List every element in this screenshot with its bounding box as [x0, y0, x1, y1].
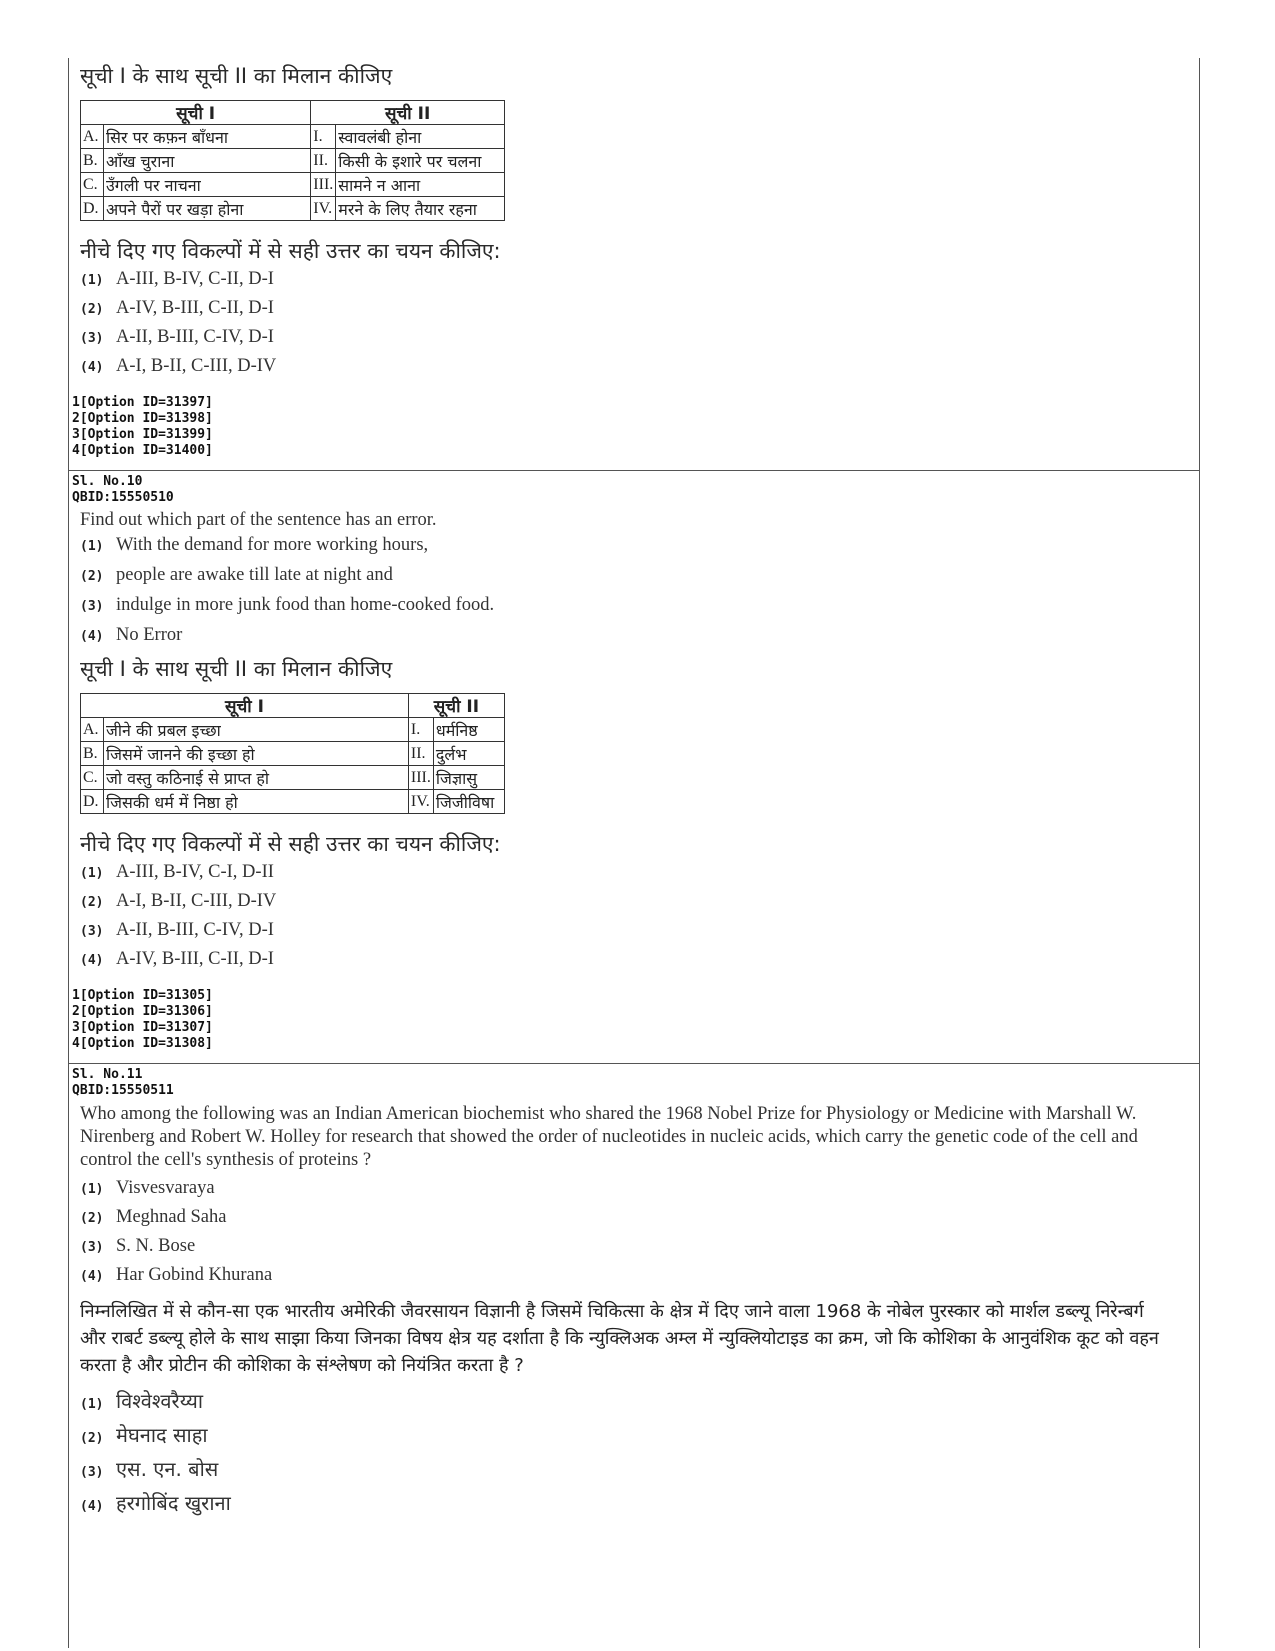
row-value: दुर्लभ: [433, 742, 504, 766]
option-text: A-IV, B-III, C-II, D-I: [116, 949, 274, 969]
question-9-block: [68, 62, 1199, 459]
option-3[interactable]: [80, 1236, 1199, 1265]
qbid: QBID:15550511: [72, 1083, 174, 1098]
row-value: जिजीविषा: [433, 790, 504, 814]
row-key: I.: [408, 718, 433, 742]
row-key: D.: [81, 790, 104, 814]
match-title: सूची I के साथ सूची II का मिलान कीजिए: [80, 64, 393, 88]
match-title: सूची I के साथ सूची II का मिलान कीजिए: [80, 657, 393, 681]
row-key: C.: [81, 766, 104, 790]
question-10-block: [68, 474, 1199, 1052]
row-key: B.: [81, 742, 104, 766]
row-value: सामने न आना: [336, 173, 505, 197]
option-number: (2): [80, 569, 104, 584]
option-list: [68, 1387, 1199, 1523]
option-number: (3): [80, 599, 104, 614]
option-id: 2[Option ID=31398]: [72, 411, 213, 426]
row-key: III.: [311, 173, 336, 197]
row-key: B.: [81, 149, 104, 173]
row-value: मरने के लिए तैयार रहना: [336, 197, 505, 221]
option-3[interactable]: [80, 920, 1199, 949]
option-text: indulge in more junk food than home-cooked food.: [116, 595, 495, 615]
option-ids: [72, 988, 1199, 1052]
choose-instruction: नीचे दिए गए विकल्पों में से सही उत्तर का चयन कीजिए:: [80, 832, 501, 856]
option-number: (2): [80, 895, 104, 910]
serial-number: Sl. No.11: [72, 1067, 143, 1082]
option-1[interactable]: [80, 535, 1199, 565]
option-4[interactable]: [80, 356, 1199, 385]
option-number: (1): [80, 539, 104, 554]
table-row: [81, 125, 505, 149]
row-value: जिज्ञासु: [433, 766, 504, 790]
row-key: II.: [311, 149, 336, 173]
match-table: [80, 100, 505, 221]
option-id: 3[Option ID=31399]: [72, 427, 213, 442]
option-number: (2): [80, 1431, 104, 1446]
qbid: QBID:15550510: [72, 490, 174, 505]
table-head-list2: सूची II: [311, 101, 505, 125]
option-number: (4): [80, 360, 104, 375]
option-number: (3): [80, 1240, 104, 1255]
option-number: (1): [80, 1397, 104, 1412]
row-key: A.: [81, 718, 104, 742]
table-row: [81, 742, 505, 766]
table-row: [81, 197, 505, 221]
row-value: स्वावलंबी होना: [336, 125, 505, 149]
table-head-list2: सूची II: [408, 694, 504, 718]
option-text: Meghnad Saha: [116, 1207, 227, 1227]
option-list: [68, 862, 1199, 978]
serial-number: Sl. No.10: [72, 474, 143, 489]
option-1[interactable]: [80, 1178, 1199, 1207]
match-table: [80, 693, 505, 814]
option-text: S. N. Bose: [116, 1236, 196, 1256]
option-id: 3[Option ID=31307]: [72, 1020, 213, 1035]
table-head-list1: सूची I: [81, 694, 409, 718]
option-1[interactable]: [80, 269, 1199, 298]
option-4[interactable]: [80, 1265, 1199, 1294]
row-value: सिर पर कफ़न बाँधना: [104, 125, 311, 149]
option-list: [68, 1178, 1199, 1294]
option-id: 4[Option ID=31308]: [72, 1036, 213, 1051]
question-text: Find out which part of the sentence has an error.: [80, 510, 437, 530]
option-number: (4): [80, 1269, 104, 1284]
option-text: A-III, B-IV, C-I, D-II: [116, 862, 274, 882]
row-key: D.: [81, 197, 104, 221]
option-id: 4[Option ID=31400]: [72, 443, 213, 458]
option-2[interactable]: [80, 565, 1199, 595]
option-text: विश्वेश्वरैय्या: [116, 1389, 204, 1413]
option-id: 1[Option ID=31397]: [72, 395, 213, 410]
row-value: अपने पैरों पर खड़ा होना: [104, 197, 311, 221]
option-number: (4): [80, 953, 104, 968]
option-id: 1[Option ID=31305]: [72, 988, 213, 1003]
option-text: हरगोबिंद खुराना: [116, 1491, 231, 1515]
option-id: 2[Option ID=31306]: [72, 1004, 213, 1019]
option-text: people are awake till late at night and: [116, 565, 393, 585]
option-text: A-I, B-II, C-III, D-IV: [116, 891, 277, 911]
option-number: (2): [80, 302, 104, 317]
row-key: III.: [408, 766, 433, 790]
row-key: C.: [81, 173, 104, 197]
option-text: Har Gobind Khurana: [116, 1265, 273, 1285]
option-text: Visvesvaraya: [116, 1178, 215, 1198]
option-4[interactable]: [80, 1489, 1199, 1523]
table-row: [81, 173, 505, 197]
option-number: (1): [80, 1182, 104, 1197]
hindi-question-text: निम्नलिखित में से कौन-सा एक भारतीय अमेरिकी जैवरसायन विज्ञानी है जिसमें चिकित्सा के क्षेत्र में दिए जाने वाला 1968 के नोबेल पुरस्कार को मार्शल डब्ल्यू निरेन्बर्ग और राबर्ट डब्ल्यू होले के साथ साझा किया जिनका विषय क्षेत्र यह दर्शाता है कि न्युक्लिअक अम्ल में न्युक्लियोटाइड का क्रम, जो कि कोशिका के आनुवंशिक कूट को वहन करता है और प्रोटीन की कोशिका के संश्लेषण को नियंत्रित करता है ?: [80, 1301, 1159, 1376]
option-text: मेघनाद साहा: [116, 1423, 208, 1447]
row-value: जिसकी धर्म में निष्ठा हो: [104, 790, 409, 814]
option-number: (4): [80, 1499, 104, 1514]
option-number: (3): [80, 924, 104, 939]
option-number: (1): [80, 273, 104, 288]
option-text: एस. एन. बोस: [116, 1457, 219, 1481]
option-text: A-II, B-III, C-IV, D-I: [116, 920, 274, 940]
option-2[interactable]: [80, 298, 1199, 327]
row-value: जिसमें जानने की इच्छा हो: [104, 742, 409, 766]
option-3[interactable]: [80, 595, 1199, 625]
option-text: A-III, B-IV, C-II, D-I: [116, 269, 274, 289]
question-text: Who among the following was an Indian American biochemist who shared the 1968 Nobel Prize for Physiology or Medicine with Marshall W. Nirenberg and Robert W. Holley for research that showed the order of nucleotides in nucleic acids, which carry the genetic code of the cell and control the cell's synthesis of proteins ?: [80, 1104, 1138, 1170]
row-key: II.: [408, 742, 433, 766]
option-1[interactable]: [80, 1387, 1199, 1421]
option-2[interactable]: [80, 891, 1199, 920]
row-value: जो वस्तु कठिनाई से प्राप्त हो: [104, 766, 409, 790]
option-number: (3): [80, 331, 104, 346]
question-divider: [68, 1063, 1199, 1064]
choose-instruction: नीचे दिए गए विकल्पों में से सही उत्तर का चयन कीजिए:: [80, 239, 501, 263]
table-row: [81, 718, 505, 742]
row-key: I.: [311, 125, 336, 149]
option-number: (1): [80, 866, 104, 881]
option-list: [68, 535, 1199, 655]
question-divider: [68, 470, 1199, 471]
table-row: [81, 790, 505, 814]
table-row: [81, 149, 505, 173]
table-row: [81, 766, 505, 790]
row-key: A.: [81, 125, 104, 149]
row-value: जीने की प्रबल इच्छा: [104, 718, 409, 742]
option-3[interactable]: [80, 1455, 1199, 1489]
option-ids: [72, 395, 1199, 459]
option-text: A-II, B-III, C-IV, D-I: [116, 327, 274, 347]
option-1[interactable]: [80, 862, 1199, 891]
option-number: (3): [80, 1465, 104, 1480]
option-number: (2): [80, 1211, 104, 1226]
option-4[interactable]: [80, 625, 1199, 655]
row-key: IV.: [311, 197, 336, 221]
row-value: आँख चुराना: [104, 149, 311, 173]
option-text: A-IV, B-III, C-II, D-I: [116, 298, 274, 318]
row-value: किसी के इशारे पर चलना: [336, 149, 505, 173]
option-2[interactable]: [80, 1421, 1199, 1455]
question-11-block: [68, 1067, 1199, 1523]
option-text: A-I, B-II, C-III, D-IV: [116, 356, 277, 376]
option-4[interactable]: [80, 949, 1199, 978]
option-3[interactable]: [80, 327, 1199, 356]
table-head-list1: सूची I: [81, 101, 311, 125]
option-number: (4): [80, 629, 104, 644]
option-2[interactable]: [80, 1207, 1199, 1236]
option-list: [68, 269, 1199, 385]
row-key: IV.: [408, 790, 433, 814]
row-value: धर्मनिष्ठ: [433, 718, 504, 742]
row-value: उँगली पर नाचना: [104, 173, 311, 197]
option-text: With the demand for more working hours,: [116, 535, 429, 555]
option-text: No Error: [116, 625, 183, 645]
